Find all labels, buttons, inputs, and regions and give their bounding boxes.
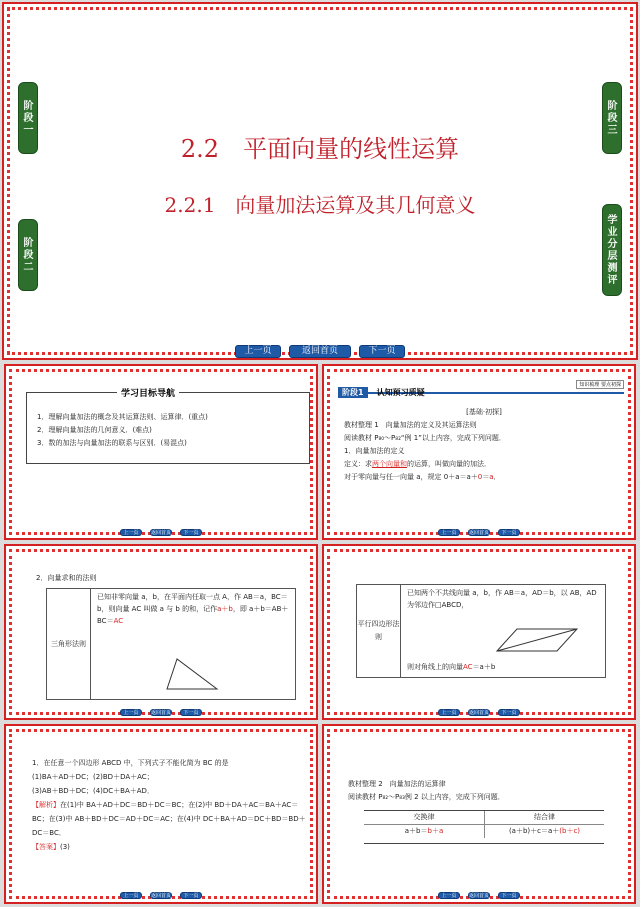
text-line: 教材整理 2 向量加法的运算律 (348, 780, 446, 788)
next-page-button[interactable]: 下一页 (180, 892, 202, 899)
rule-heading: 2．向量求和的法则 (36, 574, 97, 582)
rule-text: 已知非零向量 a，b，在平面内任取一点 A，作 AB＝a，BC＝b，则向量 AC 叫做 a 与 b 的和，记作a＋b，即 a＋b＝AB＋BC＝AC (97, 593, 289, 625)
table-header: 结合律 (484, 811, 604, 824)
answer-label: 【答案】 (32, 843, 60, 851)
rule-label: 三角形法则 (47, 589, 91, 699)
rule-text: 已知两个不共线向量 a，b，作 AB＝a，AD＝b，以 AB，AD 为邻边作□ABCD， (407, 589, 597, 609)
explanation-text: 在(1)中 BA＋AD＋DC＝BD＋DC＝BC；在(2)中 BD＋DA＋AC＝BA＋AC＝BC；在(3)中 AB＋BD＋DC＝AD＋DC＝AC；在(4)中 DC＋BA＋AD＝DC＋BD＝BD＋DC＝BC． (32, 801, 306, 837)
goals-header: 学习目标导航 (117, 386, 179, 399)
slide-nav (324, 529, 634, 536)
slide-nav (324, 892, 634, 899)
goal-item: 2．理解向量加法的几何意义．(难点) (37, 426, 152, 434)
stage-content (344, 406, 624, 484)
next-page-button[interactable]: 下一页 (359, 345, 405, 358)
next-page-button[interactable]: 下一页 (498, 892, 520, 899)
question-text: 1．在任意一个四边形 ABCD 中，下列式子不能化简为 BC 的是 (32, 759, 229, 767)
table-cell: (a＋b)＋c＝a＋(b＋c) (484, 825, 604, 838)
rule-table (356, 584, 606, 678)
prev-page-button[interactable]: 上一页 (438, 709, 460, 716)
prev-page-button[interactable]: 上一页 (120, 709, 142, 716)
answer-blank: AC (463, 663, 473, 671)
rule-label: 平行四边形法则 (357, 585, 401, 677)
home-button[interactable]: 返回首页 (151, 530, 172, 536)
tab-stage-3[interactable]: 阶段三 (602, 82, 622, 154)
option-line: (3)AB＋BD＋DC；(4)DC＋BA＋AD． (32, 787, 154, 795)
text-line: 阅读教材 P₈₀～P₈₂“例 1”以上内容，完成下列问题． (344, 434, 506, 442)
table-cell: a＋b＝b＋a (404, 827, 444, 835)
home-button[interactable]: 返回首页 (289, 345, 351, 358)
slide-triangle-rule[interactable] (4, 544, 318, 720)
cover-nav (4, 345, 636, 358)
text-line: 对于零向量与任一向量 a，规定 0＋a＝a＋0＝a． (344, 473, 501, 481)
prev-page-button[interactable]: 上一页 (120, 892, 142, 899)
prev-page-button[interactable]: 上一页 (438, 892, 460, 899)
triangle-diagram (157, 649, 267, 699)
table-header: 交换律 (413, 813, 435, 821)
slide-nav (6, 892, 316, 899)
stage-badge: 阶段1 (338, 387, 368, 398)
home-button[interactable]: 返回首页 (151, 710, 172, 716)
slide-parallelogram-rule[interactable] (322, 544, 636, 720)
slide-stage-1[interactable] (322, 364, 636, 540)
home-button[interactable]: 返回首页 (469, 530, 490, 536)
exercise-content (32, 756, 310, 854)
goals-list (37, 411, 208, 450)
prev-page-button[interactable]: 上一页 (438, 529, 460, 536)
answer-text: (3) (60, 843, 70, 851)
next-page-button[interactable]: 下一页 (180, 709, 202, 716)
next-page-button[interactable]: 下一页 (498, 709, 520, 716)
text-line: 定义：求两个向量和的运算，叫做向量的加法． (344, 460, 491, 468)
section-label: [基础·初探] (466, 408, 502, 416)
answer-blank: (b＋c) (559, 827, 581, 835)
answer-blank: a＋b (217, 605, 233, 613)
next-page-button[interactable]: 下一页 (180, 529, 202, 536)
cover-inner (14, 14, 626, 348)
slide-nav (6, 709, 316, 716)
text-line: 阅读教材 P₈₂～P₈₃例 2 以上内容，完成下列问题． (348, 793, 505, 801)
prev-page-button[interactable]: 上一页 (120, 529, 142, 536)
goal-item: 3．数的加法与向量加法的联系与区别．(易混点) (37, 439, 187, 447)
goals-box (26, 389, 310, 464)
laws-table (364, 810, 604, 844)
slide-learning-goals[interactable] (4, 364, 318, 540)
lesson-title: 2.2 平面向量的线性运算 (180, 135, 460, 163)
text-line: 1．向量加法的定义 (344, 447, 405, 455)
laws-intro (348, 778, 505, 804)
answer-blank: AC (113, 617, 124, 625)
cover-slide (2, 2, 638, 360)
home-button[interactable]: 返回首页 (151, 893, 172, 899)
explanation-label: 【解析】 (32, 801, 60, 809)
tab-stage-1[interactable]: 阶段一 (18, 82, 38, 154)
answer-blank: b＋a (427, 827, 444, 835)
slide-nav (324, 709, 634, 716)
home-button[interactable]: 返回首页 (469, 710, 490, 716)
prev-page-button[interactable]: 上一页 (235, 345, 281, 358)
slide-exercise[interactable] (4, 724, 318, 904)
lesson-subtitle: 2.2.1 向量加法运算及其几何意义 (164, 193, 476, 217)
parallelogram-diagram (487, 621, 587, 661)
slide-nav (6, 529, 316, 536)
tab-stage-2[interactable]: 阶段二 (18, 219, 38, 291)
rule-table (46, 588, 296, 700)
tab-assessment[interactable]: 学业分层测评 (602, 204, 622, 296)
answer-blank: 0 (477, 473, 483, 481)
option-line: (1)BA＋AD＋DC；(2)BD＋DA＋AC； (32, 773, 154, 781)
answer-blank: a (489, 473, 494, 481)
rule-conclusion: 则对角线上的向量AC＝a＋b (407, 663, 496, 671)
home-button[interactable]: 返回首页 (469, 893, 490, 899)
stage-header (338, 380, 624, 397)
stage-title: 认知预习质疑 (376, 388, 425, 397)
next-page-button[interactable]: 下一页 (498, 529, 520, 536)
slide-addition-laws[interactable] (322, 724, 636, 904)
answer-blank: 两个向量和 (372, 460, 407, 468)
stage-note: 知识梳理 要点初探 (576, 380, 624, 389)
goal-item: 1．理解向量加法的概念及其运算法则、运算律．(重点) (37, 413, 208, 421)
text-line: 教材整理 1 向量加法的定义及其运算法则 (344, 421, 477, 429)
